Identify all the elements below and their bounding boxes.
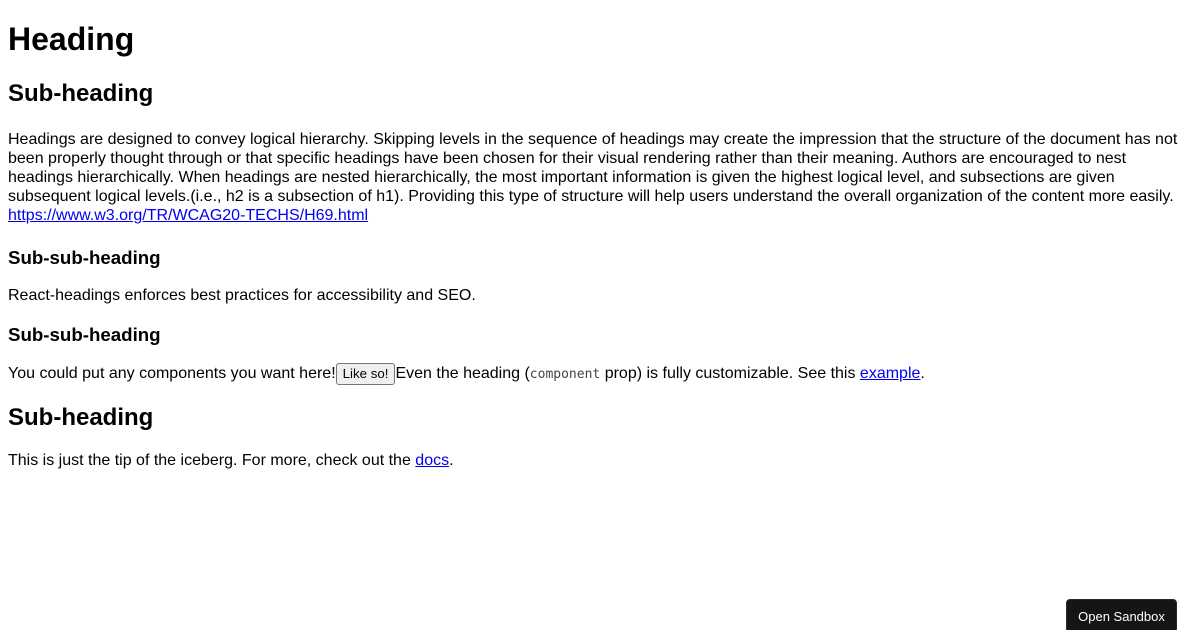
subsection1-heading: Sub-sub-heading <box>8 247 161 268</box>
subsection1-text: React-headings enforces best practices for accessibility and SEO. <box>8 287 476 304</box>
section2-text-before: This is just the tip of the iceberg. For more, check out the <box>8 452 416 469</box>
main-heading: Heading <box>8 21 135 57</box>
section1-paragraph <box>8 130 1192 225</box>
wcag-link[interactable]: https://www.w3.org/TR/WCAG20-TECHS/H69.html <box>8 207 369 224</box>
subsection2-text-before: You could put any components you want here! <box>8 365 336 382</box>
section1-subheading: Sub-heading <box>8 80 154 107</box>
subsection2-text-after-code: prop) is fully customizable. See this <box>600 365 860 382</box>
section1-paragraph-text: Headings are designed to convey logical hierarchy. Skipping levels in the sequence of headings may create the impression that the structure of the document has not been properly thought through or that specific headings have been chosen for their visual rendering rather than their meaning. Authors are encouraged to nest headings hierarchically. When headings are nested hierarchically, the most important information is given the highest logical level, and subsections are given subsequent logical levels.(i.e., h2 is a subsection of h1). Providing this type of structure will help users understand the overall organization of the content more easily. <box>8 131 1178 205</box>
example-link[interactable]: example <box>859 365 921 382</box>
docs-link[interactable]: docs <box>415 452 450 469</box>
page <box>0 21 1200 630</box>
like-button[interactable]: Like so! <box>336 363 396 385</box>
section2-text-end: . <box>449 452 454 469</box>
subsection2-heading: Sub-sub-heading <box>8 324 161 345</box>
open-sandbox-button[interactable]: Open Sandbox <box>1066 599 1177 630</box>
section2-subheading: Sub-heading <box>8 404 154 431</box>
section2-paragraph <box>8 451 1192 470</box>
component-code: component <box>529 367 601 382</box>
subsection2-paragraph <box>8 363 1192 385</box>
subsection2-text-middle: Even the heading ( <box>395 365 530 382</box>
subsection2-text-end: . <box>920 365 925 382</box>
